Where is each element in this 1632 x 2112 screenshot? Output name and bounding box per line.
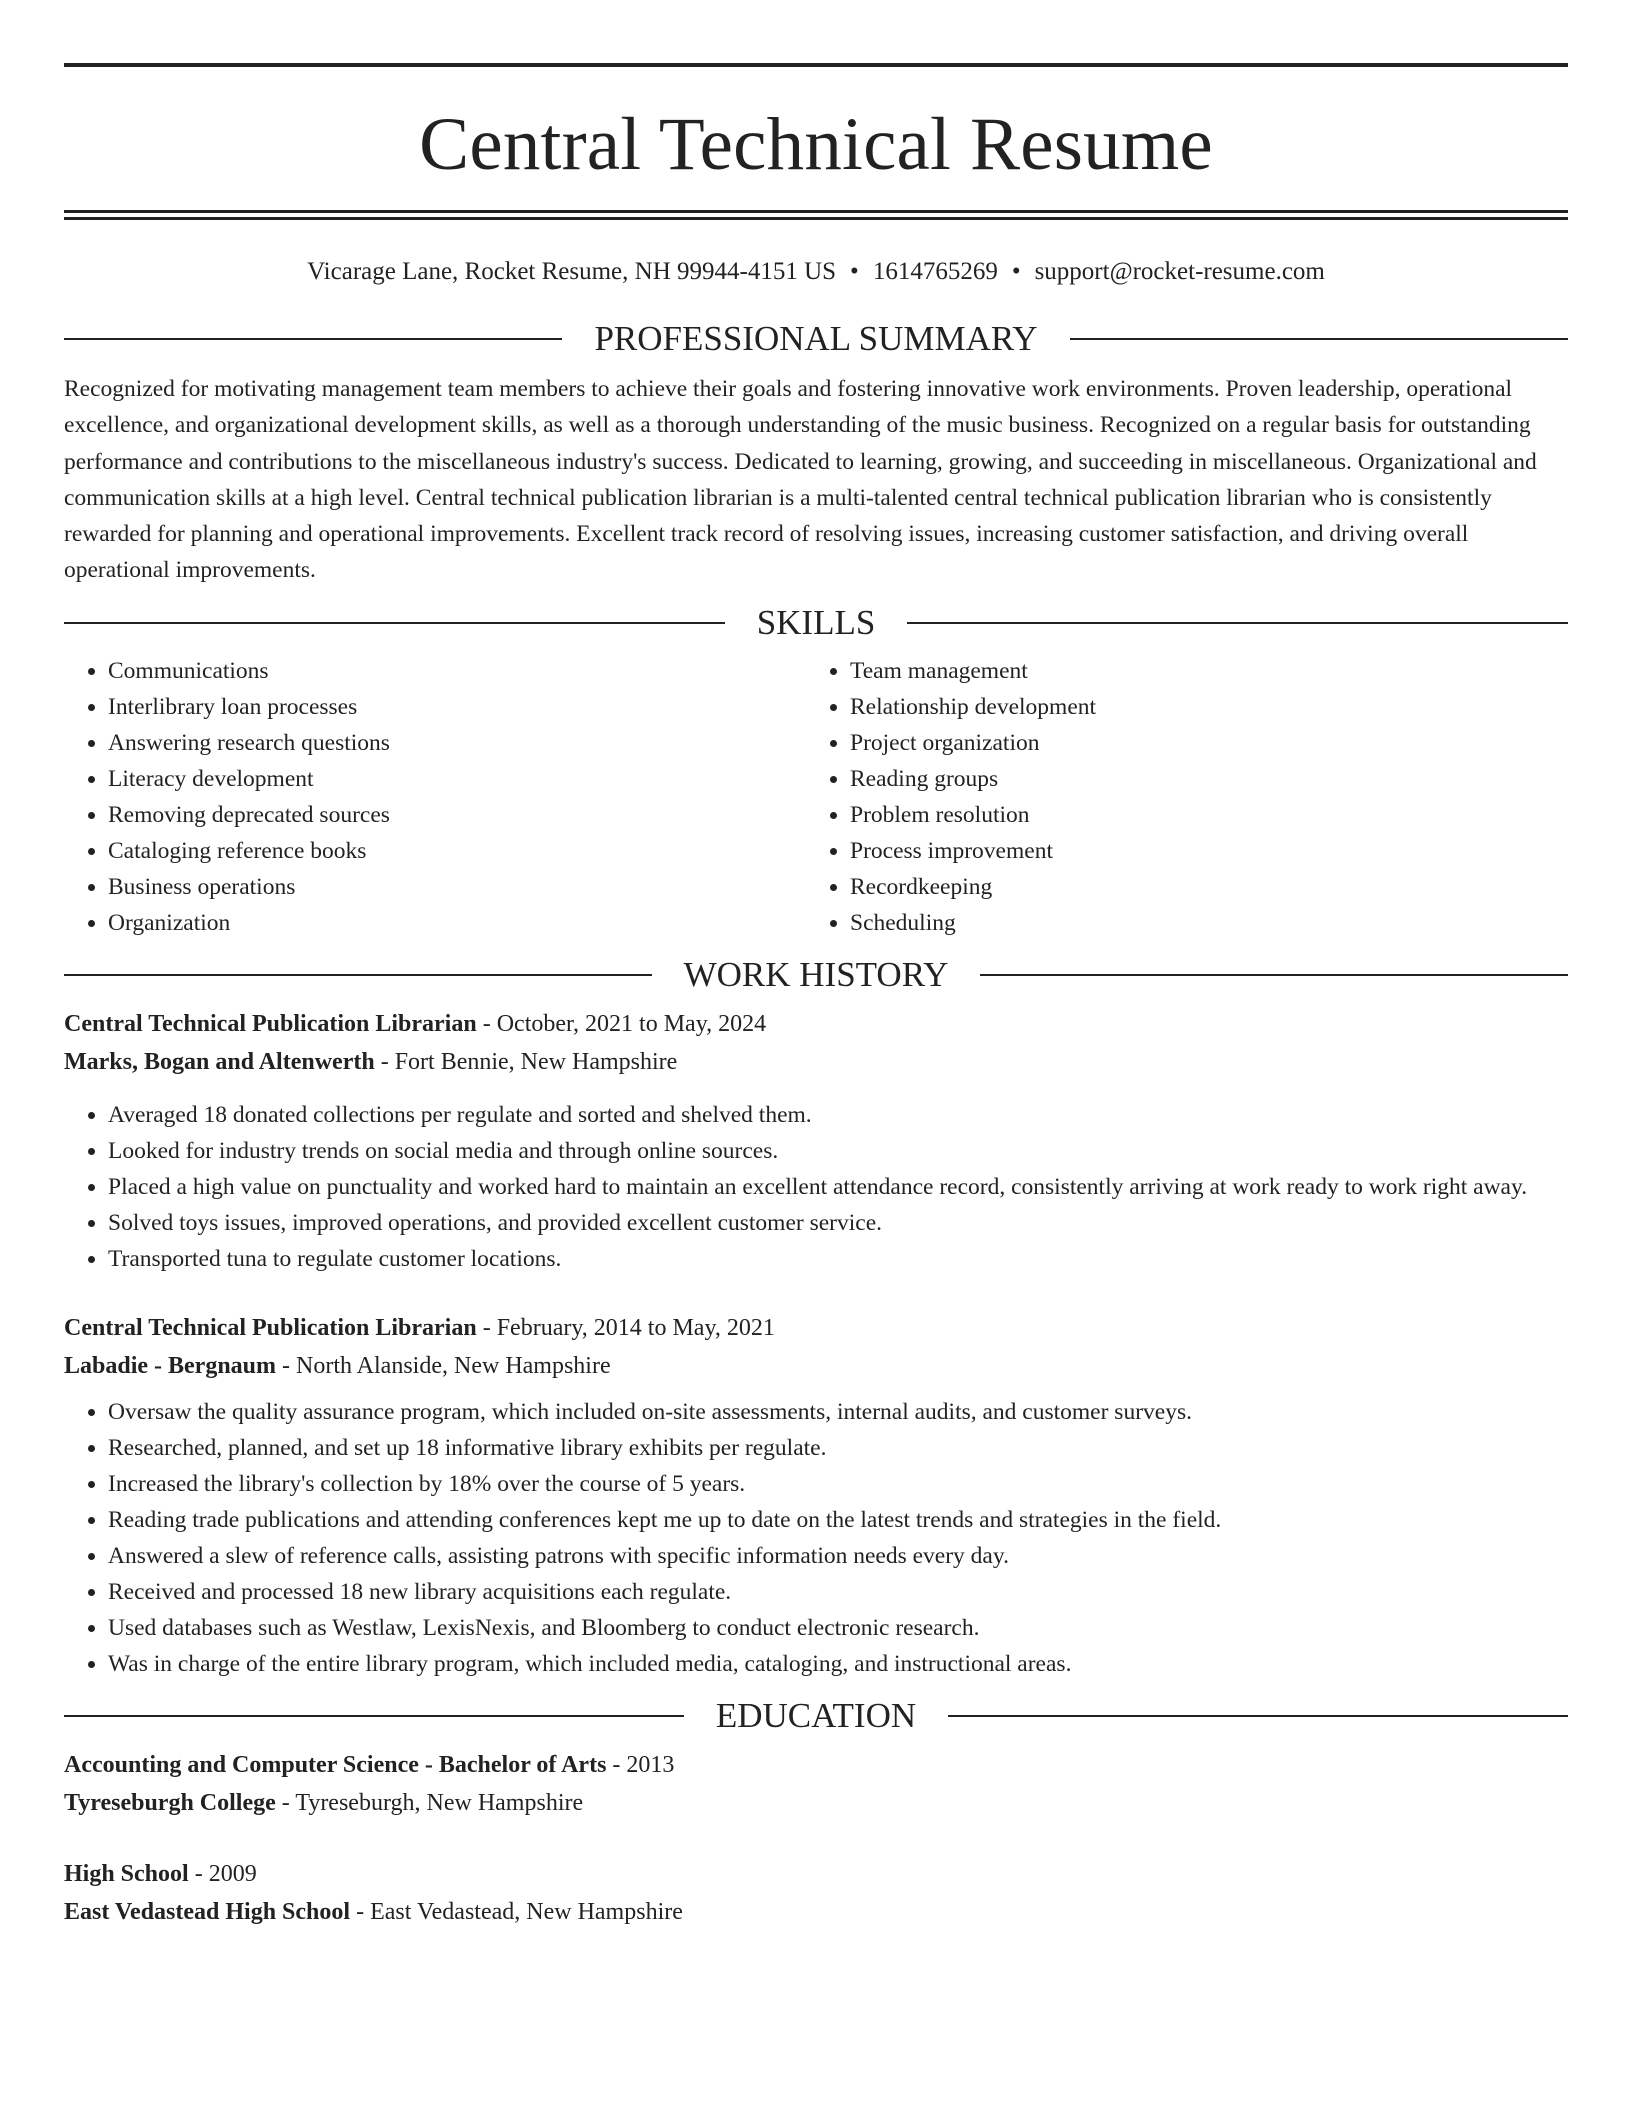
job-bullet: • Was in charge of the entire library program, which included media, cataloging, and instructional areas. xyxy=(108,1646,1568,1682)
education-section-heading xyxy=(64,1696,1568,1736)
job-entry xyxy=(64,1005,1568,1277)
education-entry xyxy=(64,1746,1568,1823)
job-company-line: Marks, Bogan and Altenwerth - Fort Bennie, New Hampshire xyxy=(64,1049,678,1076)
job-bullet: • Increased the library's collection by 18% over the course of 5 years. xyxy=(108,1466,1568,1502)
education-degree: High School xyxy=(64,1860,189,1887)
resume-title: Central Technical Resume xyxy=(419,103,1213,186)
job-bullet: • Averaged 18 donated collections per regulate and sorted and shelved them. xyxy=(108,1097,1568,1133)
work-section-heading xyxy=(64,955,1568,995)
job-bullet: • Looked for industry trends on social media and through online sources. xyxy=(108,1133,1568,1169)
skill-item: • Team management xyxy=(850,653,1548,689)
job-bullet: • Answered a slew of reference calls, assisting patrons with specific information needs every day. xyxy=(108,1538,1568,1574)
contact-email: support@rocket-resume.com xyxy=(1034,258,1325,285)
header-double-rule xyxy=(64,210,1568,220)
education-degree-line: High School - 2009 xyxy=(64,1860,257,1887)
job-company: Marks, Bogan and Altenwerth xyxy=(64,1049,375,1076)
skill-item: • Interlibrary loan processes xyxy=(108,689,806,725)
skill-item: • Business operations xyxy=(108,869,806,905)
job-bullet: • Transported tuna to regulate customer locations. xyxy=(108,1241,1568,1277)
job-title: Central Technical Publication Librarian xyxy=(64,1010,477,1037)
education-school: Tyreseburgh College xyxy=(64,1790,276,1817)
contact-phone: 1614765269 xyxy=(872,258,998,285)
heading-rule-left xyxy=(64,622,725,624)
education-school-line: Tyreseburgh College - Tyreseburgh, New Hampshire xyxy=(64,1790,584,1817)
job-bullets xyxy=(64,1097,1568,1277)
job-location: Fort Bennie, New Hampshire xyxy=(394,1049,678,1076)
skill-item: • Organization xyxy=(108,905,806,941)
education-degree-line: Accounting and Computer Science - Bachelor of Arts - 2013 xyxy=(64,1751,675,1778)
header-top-rule xyxy=(64,63,1568,67)
skill-item: • Process improvement xyxy=(850,833,1548,869)
job-entry xyxy=(64,1309,1568,1682)
skill-item: • Project organization xyxy=(850,725,1548,761)
job-bullet: • Received and processed 18 new library acquisitions each regulate. xyxy=(108,1574,1568,1610)
skill-item: • Problem resolution xyxy=(850,797,1548,833)
contact-address: Vicarage Lane, Rocket Resume, NH 99944-4151 US xyxy=(307,258,837,285)
job-bullet: • Researched, planned, and set up 18 informative library exhibits per regulate. xyxy=(108,1430,1568,1466)
skill-item: • Recordkeeping xyxy=(850,869,1548,905)
job-dates: October, 2021 to May, 2024 xyxy=(496,1010,767,1037)
skills-column-right xyxy=(806,653,1548,941)
education-school: East Vedastead High School xyxy=(64,1899,351,1926)
heading-rule-left xyxy=(64,974,652,976)
heading-rule-right xyxy=(980,974,1568,976)
heading-rule-right xyxy=(1070,338,1568,340)
skills-column-left xyxy=(64,653,806,941)
skills-heading-label: SKILLS xyxy=(756,602,876,642)
skill-item: • Communications xyxy=(108,653,806,689)
job-company: Labadie - Bergnaum xyxy=(64,1353,277,1380)
resume-page xyxy=(64,63,1568,1932)
skill-item: • Relationship development xyxy=(850,689,1548,725)
job-bullet: • Used databases such as Westlaw, LexisNexis, and Bloomberg to conduct electronic research. xyxy=(108,1610,1568,1646)
skills-list-right xyxy=(806,653,1548,941)
education-school-line: East Vedastead High School - East Vedastead, New Hampshire xyxy=(64,1899,683,1926)
contact-line xyxy=(64,257,1568,287)
contact-separator: • xyxy=(1011,258,1021,285)
skill-item: • Removing deprecated sources xyxy=(108,797,806,833)
skill-item: • Literacy development xyxy=(108,761,806,797)
skills-grid xyxy=(64,653,1568,941)
work-heading-label: WORK HISTORY xyxy=(683,954,949,994)
summary-text: Recognized for motivating management team members to achieve their goals and fostering innovative work environments. Proven leadership, operational excellence, and organizational development skills, as well as a thorough understanding of the music business. Recognized on a regular basis for outstanding performance and contributions to the miscellaneous industry's success. Dedicated to learning, growing, and succeeding in miscellaneous. Organizational and communication skills at a high level. Central technical publication librarian is a multi-talented central technical publication librarian who is consistently rewarded for planning and operational improvements. Excellent track record of resolving issues, increasing customer satisfaction, and driving overall operational improvements. xyxy=(64,376,1537,584)
summary-heading-label: PROFESSIONAL SUMMARY xyxy=(594,319,1038,358)
skill-item: • Scheduling xyxy=(850,905,1548,941)
job-bullet: • Solved toys issues, improved operations, and provided excellent customer service. xyxy=(108,1205,1568,1241)
heading-rule-left xyxy=(64,1715,684,1717)
education-year: 2013 xyxy=(626,1751,675,1778)
job-bullet: • Reading trade publications and attending conferences kept me up to date on the latest trends and strategies in the field. xyxy=(108,1502,1568,1538)
job-dates: February, 2014 to May, 2021 xyxy=(496,1314,775,1341)
skill-item: • Answering research questions xyxy=(108,725,806,761)
job-location: North Alanside, New Hampshire xyxy=(296,1353,611,1380)
heading-rule-right xyxy=(907,622,1568,624)
education-heading-label: EDUCATION xyxy=(715,1695,917,1735)
education-location: Tyreseburgh, New Hampshire xyxy=(295,1790,584,1817)
heading-rule-right xyxy=(948,1715,1568,1717)
education-location: East Vedastead, New Hampshire xyxy=(370,1899,683,1926)
skill-item: • Cataloging reference books xyxy=(108,833,806,869)
contact-separator: • xyxy=(850,258,859,285)
job-title: Central Technical Publication Librarian xyxy=(64,1314,477,1341)
skills-list-left xyxy=(64,653,806,941)
job-bullets xyxy=(64,1394,1568,1682)
job-bullet: • Oversaw the quality assurance program, which included on-site assessments, internal audits, and customer surveys. xyxy=(108,1394,1568,1430)
skill-item: • Reading groups xyxy=(850,761,1548,797)
job-title-line: Central Technical Publication Librarian - October, 2021 to May, 2024 xyxy=(64,1010,767,1037)
job-bullet: • Placed a high value on punctuality and worked hard to maintain an excellent attendance record, consistently arriving at work ready to work right away. xyxy=(108,1169,1568,1205)
job-company-line: Labadie - Bergnaum - North Alanside, New Hampshire xyxy=(64,1353,611,1380)
job-title-line: Central Technical Publication Librarian - February, 2014 to May, 2021 xyxy=(64,1314,775,1341)
education-year: 2009 xyxy=(208,1860,257,1887)
skills-section-heading xyxy=(64,603,1568,643)
heading-rule-left xyxy=(64,338,562,340)
education-entry xyxy=(64,1855,1568,1932)
summary-section-heading xyxy=(64,319,1568,359)
education-degree: Accounting and Computer Science - Bachelor of Arts xyxy=(64,1751,607,1778)
